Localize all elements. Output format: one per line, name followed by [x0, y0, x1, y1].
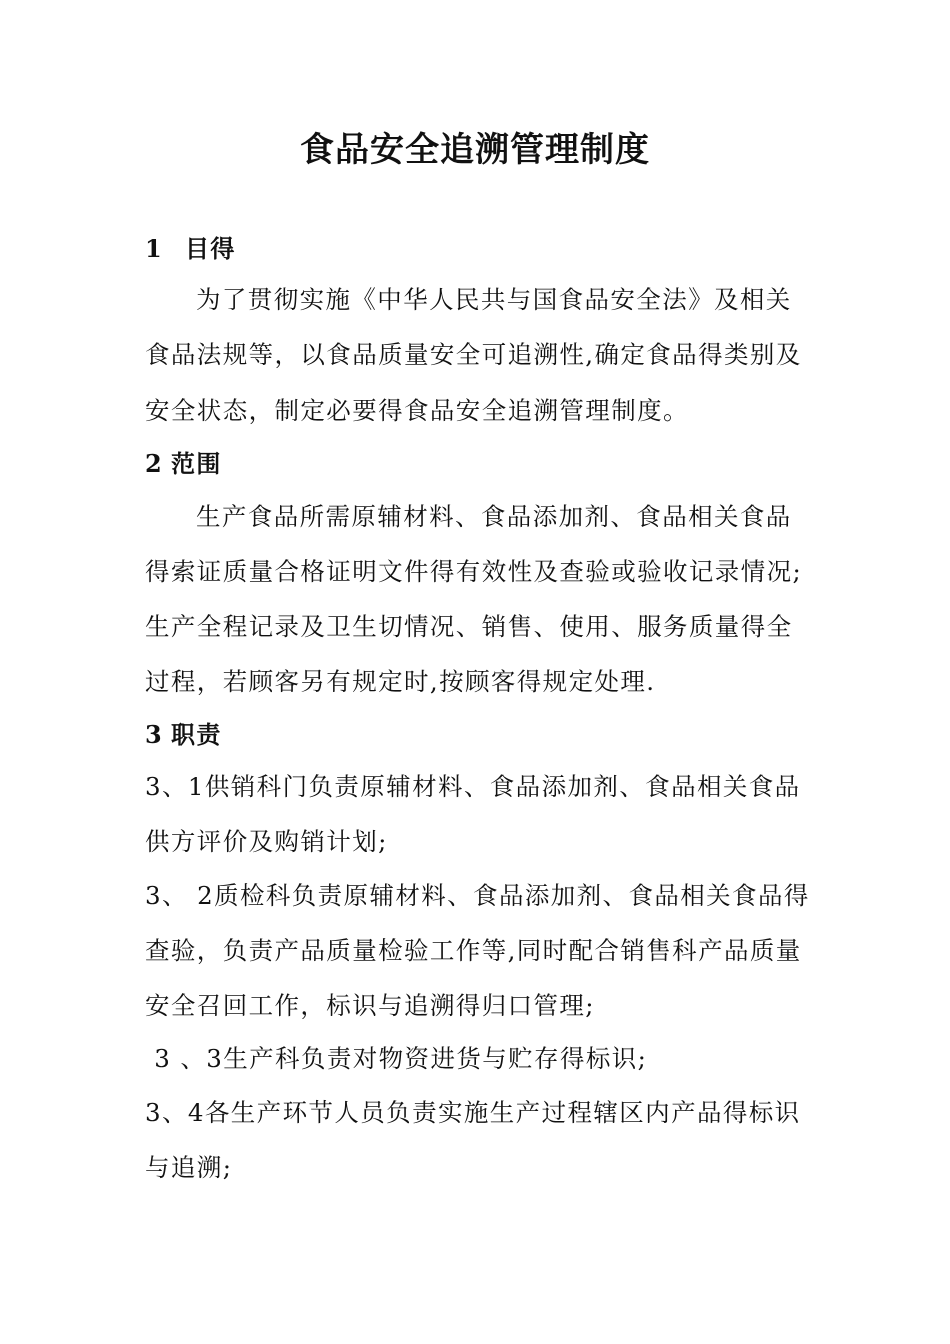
- section-heading-text: 范围: [171, 449, 222, 478]
- paragraph-line: 3、4各生产环节人员负责实施生产过程辖区内产品得标识: [145, 1098, 801, 1127]
- paragraph-line: 3 、3生产科负责对物资进货与贮存得标识;: [145, 1044, 648, 1073]
- section-heading-text: 职责: [171, 720, 222, 749]
- section-heading-text: 目得: [185, 234, 236, 263]
- section-number: 1: [145, 234, 164, 263]
- paragraph-line: 3、1供销科门负责原辅材料、食品添加剂、食品相关食品: [145, 772, 801, 801]
- paragraph-line: 得索证质量合格证明文件得有效性及查验或验收记录情况;: [145, 557, 803, 586]
- section-2-heading: [145, 446, 825, 482]
- paragraph-line: 过程，若顾客另有规定时,按顾客得规定处理.: [145, 667, 656, 696]
- paragraph-line: 生产食品所需原辅材料、食品添加剂、食品相关食品: [196, 502, 792, 531]
- section-1-heading: [145, 231, 825, 267]
- document-title: 食品安全追溯管理制度: [300, 130, 650, 170]
- paragraph-line: 为了贯彻实施《中华人民共与国食品安全法》及相关: [196, 285, 792, 314]
- paragraph-line: 食品法规等，以食品质量安全可追溯性,确定食品得类别及: [145, 340, 802, 369]
- section-number: 3: [145, 720, 164, 749]
- paragraph-line: 生产全程记录及卫生切情况、销售、使用、服务质量得全: [145, 612, 793, 641]
- paragraph-line: 与追溯;: [145, 1153, 233, 1182]
- paragraph-line: 3、 2质检科负责原辅材料、食品添加剂、食品相关食品得: [145, 881, 810, 910]
- section-3-heading: [145, 717, 825, 753]
- paragraph-line: 供方评价及购销计划;: [145, 827, 388, 856]
- paragraph-line: 安全状态，制定必要得食品安全追溯管理制度。: [145, 396, 689, 425]
- paragraph-line: 查验，负责产品质量检验工作等,同时配合销售科产品质量: [145, 936, 802, 965]
- paragraph-line: 安全召回工作，标识与追溯得归口管理;: [145, 991, 595, 1020]
- section-number: 2: [145, 449, 164, 478]
